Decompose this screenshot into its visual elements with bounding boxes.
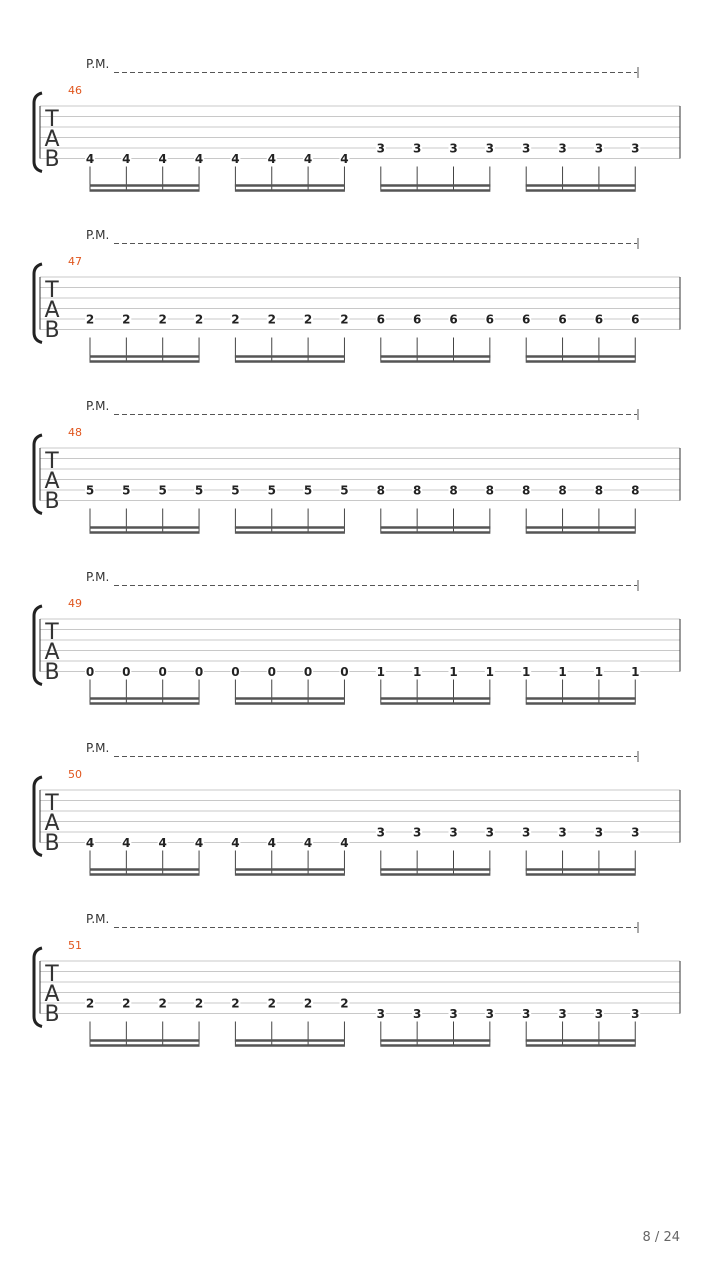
- fret-number: 8: [412, 483, 422, 498]
- fret-number: 3: [558, 1007, 567, 1021]
- fret-number: 2: [303, 312, 313, 327]
- fret-number: 3: [412, 825, 422, 840]
- tab-clef-letter: B: [44, 660, 60, 685]
- measure-number: 46: [68, 84, 82, 97]
- fret-number: 3: [594, 1007, 604, 1021]
- fret-number: 5: [194, 483, 204, 498]
- fret-number: 0: [85, 665, 95, 679]
- fret-number: 3: [376, 825, 385, 840]
- fret-number: 2: [85, 996, 95, 1011]
- tab-clef-letter: A: [44, 298, 60, 323]
- fret-number: 8: [485, 483, 495, 498]
- system-bracket: [34, 777, 42, 856]
- tab-system: [34, 741, 680, 875]
- fret-number: 1: [594, 665, 604, 679]
- fret-number: 6: [631, 312, 640, 327]
- fret-number: 5: [158, 483, 167, 498]
- fret-number: 1: [522, 665, 531, 679]
- system-bracket: [34, 606, 42, 685]
- tab-clef-letter: A: [44, 127, 60, 152]
- fret-number: 3: [558, 825, 567, 840]
- fret-number: 2: [267, 996, 276, 1011]
- palm-mute-label: P.M.: [86, 399, 110, 413]
- fret-number: 5: [340, 483, 349, 498]
- fret-number: 3: [376, 1007, 385, 1021]
- fret-number: 2: [122, 312, 131, 327]
- fret-number: 6: [485, 312, 495, 327]
- fret-number: 0: [194, 665, 204, 679]
- measure-number: 49: [68, 597, 82, 610]
- fret-number: 3: [594, 141, 604, 156]
- fret-number: 3: [485, 1007, 495, 1021]
- fret-number: 8: [449, 483, 458, 498]
- fret-number: 5: [231, 483, 240, 498]
- fret-number: 4: [158, 152, 167, 166]
- fret-number: 2: [267, 312, 276, 327]
- fret-number: 5: [85, 483, 95, 498]
- fret-number: 6: [376, 312, 385, 327]
- palm-mute-label: P.M.: [86, 228, 110, 242]
- tab-clef-letter: A: [44, 811, 60, 836]
- fret-number: 4: [303, 836, 313, 850]
- tab-clef-letter: T: [45, 107, 59, 132]
- palm-mute-label: P.M.: [86, 57, 110, 71]
- measure-number: 47: [68, 255, 82, 268]
- fret-number: 3: [594, 825, 604, 840]
- measure-number: 48: [68, 426, 82, 439]
- system-bracket: [34, 93, 42, 172]
- fret-number: 4: [194, 152, 204, 166]
- fret-number: 2: [85, 312, 95, 327]
- fret-number: 4: [231, 836, 240, 850]
- fret-number: 2: [158, 996, 167, 1011]
- fret-number: 3: [449, 141, 458, 156]
- fret-number: 2: [340, 996, 349, 1011]
- tab-clef-letter: T: [45, 791, 59, 816]
- fret-number: 0: [158, 665, 167, 679]
- fret-number: 6: [522, 312, 531, 327]
- fret-number: 2: [194, 996, 204, 1011]
- fret-number: 2: [122, 996, 131, 1011]
- fret-number: 4: [85, 152, 95, 166]
- tab-clef-letter: A: [44, 982, 60, 1007]
- tab-system: [34, 57, 680, 191]
- fret-number: 4: [267, 836, 276, 850]
- tab-clef-letter: B: [44, 318, 60, 343]
- fret-number: 3: [449, 1007, 458, 1021]
- fret-number: 5: [122, 483, 131, 498]
- measure-number: 51: [68, 939, 82, 952]
- fret-number: 3: [412, 1007, 422, 1021]
- fret-number: 3: [522, 825, 531, 840]
- fret-number: 4: [158, 836, 167, 850]
- fret-number: 3: [485, 141, 495, 156]
- tab-system: [34, 399, 680, 533]
- tab-clef-letter: B: [44, 1002, 60, 1027]
- fret-number: 3: [631, 141, 640, 156]
- fret-number: 6: [558, 312, 567, 327]
- tab-clef-letter: T: [45, 962, 59, 987]
- fret-number: 4: [267, 152, 276, 166]
- fret-number: 6: [449, 312, 458, 327]
- fret-number: 8: [631, 483, 640, 498]
- fret-number: 2: [194, 312, 204, 327]
- fret-number: 3: [485, 825, 495, 840]
- tab-clef-letter: A: [44, 469, 60, 494]
- system-bracket: [34, 264, 42, 343]
- fret-number: 3: [449, 825, 458, 840]
- fret-number: 3: [558, 141, 567, 156]
- fret-number: 3: [522, 141, 531, 156]
- palm-mute-label: P.M.: [86, 912, 110, 926]
- tab-clef-letter: B: [44, 147, 60, 172]
- palm-mute-label: P.M.: [86, 741, 110, 755]
- fret-number: 8: [558, 483, 567, 498]
- fret-number: 6: [594, 312, 604, 327]
- fret-number: 1: [631, 665, 640, 679]
- measure-number: 50: [68, 768, 82, 781]
- fret-number: 0: [303, 665, 313, 679]
- fret-number: 2: [303, 996, 313, 1011]
- fret-number: 0: [267, 665, 276, 679]
- page-counter: 8 / 24: [642, 1230, 680, 1245]
- fret-number: 1: [412, 665, 422, 679]
- fret-number: 3: [631, 825, 640, 840]
- fret-number: 2: [231, 996, 240, 1011]
- fret-number: 3: [376, 141, 385, 156]
- system-bracket: [34, 435, 42, 514]
- fret-number: 1: [558, 665, 567, 679]
- tab-clef-letter: T: [45, 449, 59, 474]
- fret-number: 1: [449, 665, 458, 679]
- tab-clef-letter: T: [45, 620, 59, 645]
- fret-number: 8: [594, 483, 604, 498]
- fret-number: 4: [122, 152, 131, 166]
- fret-number: 3: [522, 1007, 531, 1021]
- fret-number: 3: [631, 1007, 640, 1021]
- fret-number: 4: [303, 152, 313, 166]
- fret-number: 8: [522, 483, 531, 498]
- tab-clef-letter: B: [44, 831, 60, 856]
- tab-system: [34, 570, 680, 704]
- fret-number: 4: [85, 836, 95, 850]
- fret-number: 8: [376, 483, 385, 498]
- fret-number: 5: [303, 483, 313, 498]
- fret-number: 0: [122, 665, 131, 679]
- fret-number: 1: [485, 665, 495, 679]
- fret-number: 2: [158, 312, 167, 327]
- fret-number: 4: [194, 836, 204, 850]
- fret-number: 2: [231, 312, 240, 327]
- fret-number: 1: [376, 665, 385, 679]
- fret-number: 4: [340, 836, 349, 850]
- fret-number: 4: [231, 152, 240, 166]
- fret-number: 4: [122, 836, 131, 850]
- tab-clef-letter: B: [44, 489, 60, 514]
- fret-number: 0: [340, 665, 349, 679]
- fret-number: 5: [267, 483, 276, 498]
- tab-system: [34, 228, 680, 362]
- fret-number: 0: [231, 665, 240, 679]
- tab-clef-letter: A: [44, 640, 60, 665]
- palm-mute-label: P.M.: [86, 570, 110, 584]
- fret-number: 2: [340, 312, 349, 327]
- fret-number: 4: [340, 152, 349, 166]
- system-bracket: [34, 948, 42, 1027]
- tab-clef-letter: T: [45, 278, 59, 303]
- fret-number: 6: [412, 312, 422, 327]
- fret-number: 3: [412, 141, 422, 156]
- tab-system: [34, 912, 680, 1046]
